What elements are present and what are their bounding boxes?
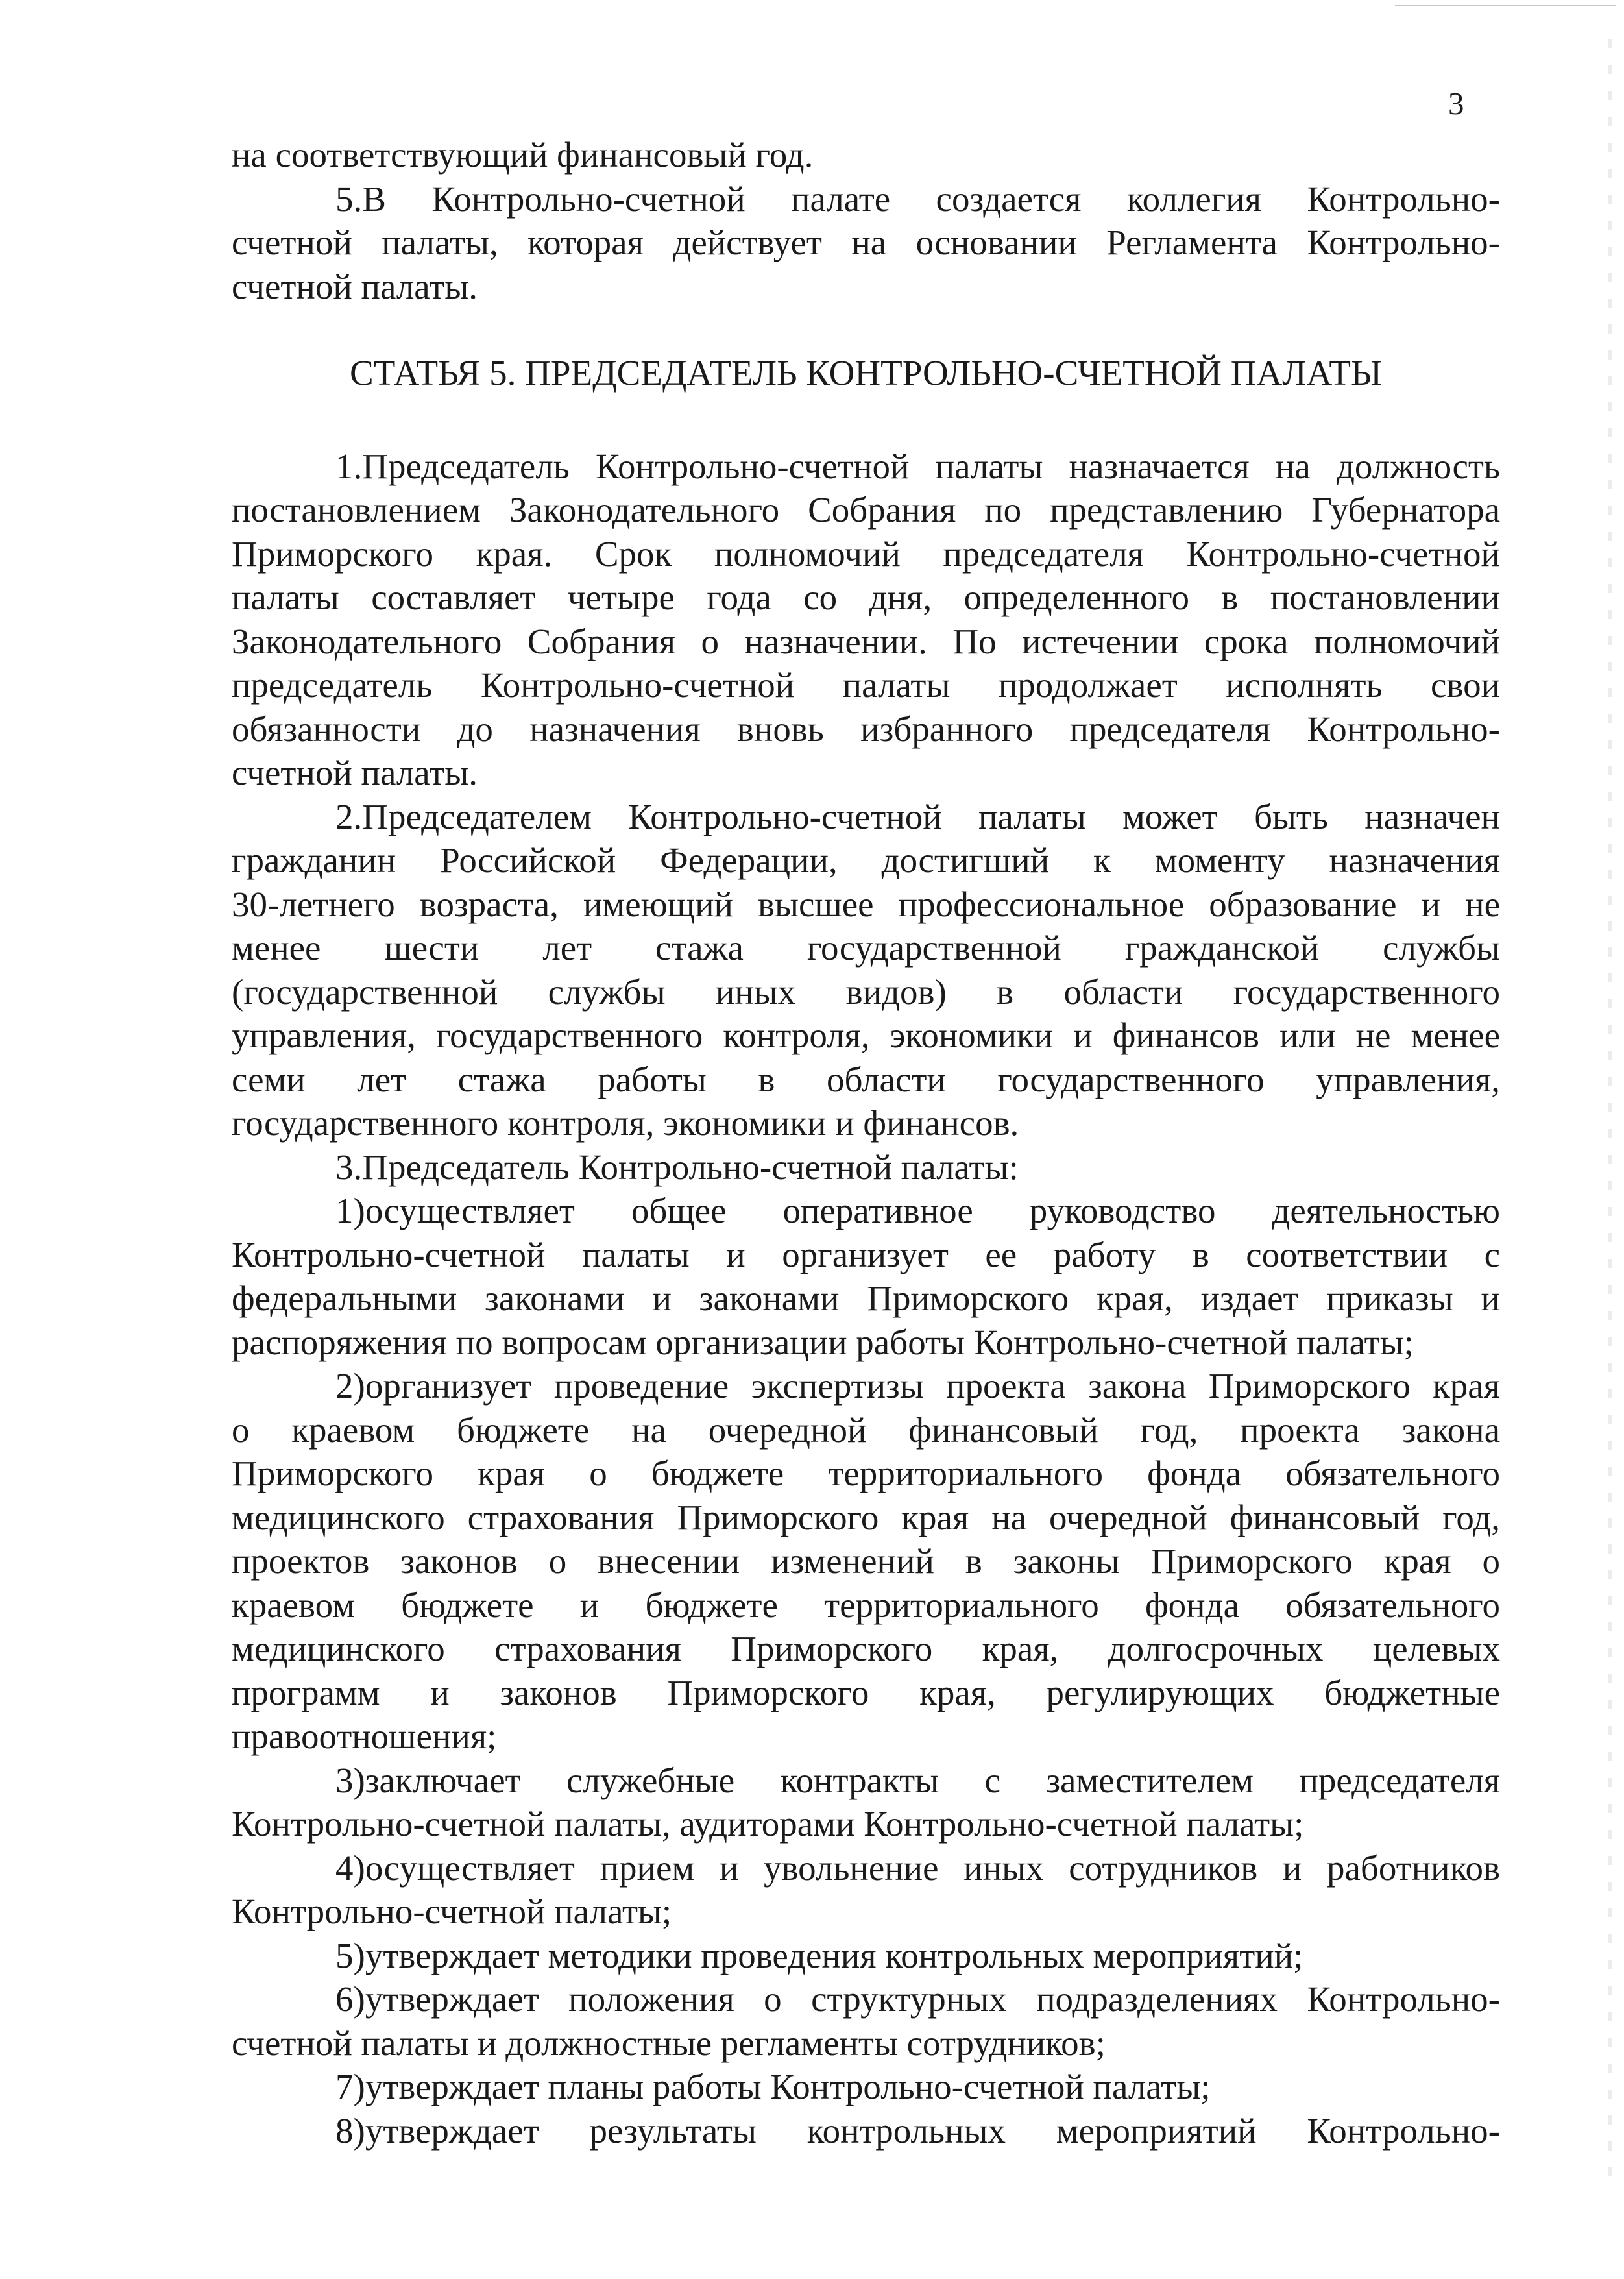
text-line: Контрольно-счетной палаты; xyxy=(232,1892,672,1931)
text-line: медицинского страхования Приморского края, долгосрочных целевых xyxy=(232,1629,1500,1668)
text-line: 1)осуществляет общее оперативное руководство деятельностью xyxy=(335,1191,1500,1230)
text-line: гражданин Российской Федерации, достигший к моменту назначения xyxy=(232,840,1500,880)
page-number: 3 xyxy=(1448,86,1464,121)
text-line: постановлением Законодательного Собрания по представлению Губернатора xyxy=(232,490,1500,530)
text-line: счетной палаты и должностные регламенты сотрудников; xyxy=(232,2023,1106,2063)
text-line: 6)утверждает положения о структурных подразделениях Контрольно- xyxy=(335,1979,1500,2019)
text-line: о краевом бюджете на очередной финансовый год, проекта закона xyxy=(232,1409,1500,1450)
text-line: Приморского края о бюджете территориального фонда обязательного xyxy=(232,1454,1500,1493)
text-line: 5.В Контрольно-счетной палате создается коллегия Контрольно- xyxy=(335,178,1500,219)
text-line: палаты составляет четыре года со дня, определенного в постановлении xyxy=(232,578,1500,617)
text-line: государственного контроля, экономики и финансов. xyxy=(232,1103,1019,1143)
text-line: 2)организует проведение экспертизы проекта закона Приморского края xyxy=(335,1366,1500,1406)
document-body xyxy=(232,133,1500,2152)
text-line: 4)осуществляет прием и увольнение иных сотрудников и работников xyxy=(335,1847,1500,1888)
text-line: счетной палаты. xyxy=(232,266,478,306)
text-line: правоотношения; xyxy=(232,1716,497,1756)
text-line: 3.Председатель Контрольно-счетной палаты: xyxy=(335,1147,1019,1187)
text-line: 8)утверждает результаты контрольных мероприятий Контрольно- xyxy=(335,2110,1500,2151)
text-line: 7)утверждает планы работы Контрольно-счетной палаты; xyxy=(335,2067,1211,2106)
text-line: менее шести лет стажа государственной гражданской службы xyxy=(232,928,1500,968)
text-line: Контрольно-счетной палаты, аудиторами Контрольно-счетной палаты; xyxy=(232,1804,1304,1844)
scan-artifact-top-line xyxy=(1395,5,1616,6)
text-line: (государственной службы иных видов) в области государственного xyxy=(232,971,1500,1012)
article-heading: СТАТЬЯ 5. ПРЕДСЕДАТЕЛЬ КОНТРОЛЬНО-СЧЕТНОЙ ПАЛАТЫ xyxy=(350,353,1382,393)
text-line: 2.Председателем Контрольно-счетной палаты может быть назначен xyxy=(335,796,1500,836)
text-line: проектов законов о внесении изменений в законы Приморского края о xyxy=(232,1541,1500,1581)
text-line: счетной палаты, которая действует на основании Регламента Контрольно- xyxy=(232,223,1500,262)
text-line: 5)утверждает методики проведения контрольных мероприятий; xyxy=(335,1935,1303,1975)
text-line: обязанности до назначения вновь избранного председателя Контрольно- xyxy=(232,709,1500,749)
text-line: распоряжения по вопросам организации работы Контрольно-счетной палаты; xyxy=(232,1322,1414,1362)
text-line: федеральными законами и законами Приморского края, издает приказы и xyxy=(232,1278,1500,1318)
text-line: Приморского края. Срок полномочий председателя Контрольно-счетной xyxy=(232,533,1500,574)
text-line: Законодательного Собрания о назначении. По истечении срока полномочий xyxy=(232,621,1500,661)
text-line: 1.Председатель Контрольно-счетной палаты назначается на должность xyxy=(335,446,1500,486)
text-line: счетной палаты. xyxy=(232,753,478,792)
text-line: программ и законов Приморского края, регулирующих бюджетные xyxy=(232,1672,1500,1712)
text-line: 30-летнего возраста, имеющий высшее профессиональное образование и не xyxy=(232,884,1500,924)
text-line: председатель Контрольно-счетной палаты продолжает исполнять свои xyxy=(232,665,1500,705)
text-line: 3)заключает служебные контракты с заместителем председателя xyxy=(335,1760,1500,1800)
scan-artifact-right-edge xyxy=(1608,39,1612,2180)
text-line: Контрольно-счетной палаты и организует ее работу в соответствии с xyxy=(232,1234,1500,1274)
text-line: краевом бюджете и бюджете территориального фонда обязательного xyxy=(232,1585,1500,1625)
text-line: семи лет стажа работы в области государственного управления, xyxy=(232,1059,1500,1099)
text-line: медицинского страхования Приморского края на очередной финансовый год, xyxy=(232,1497,1500,1537)
text-line: управления, государственного контроля, экономики и финансов или не менее xyxy=(232,1016,1500,1055)
text-line: на соответствующий финансовый год. xyxy=(232,135,814,175)
